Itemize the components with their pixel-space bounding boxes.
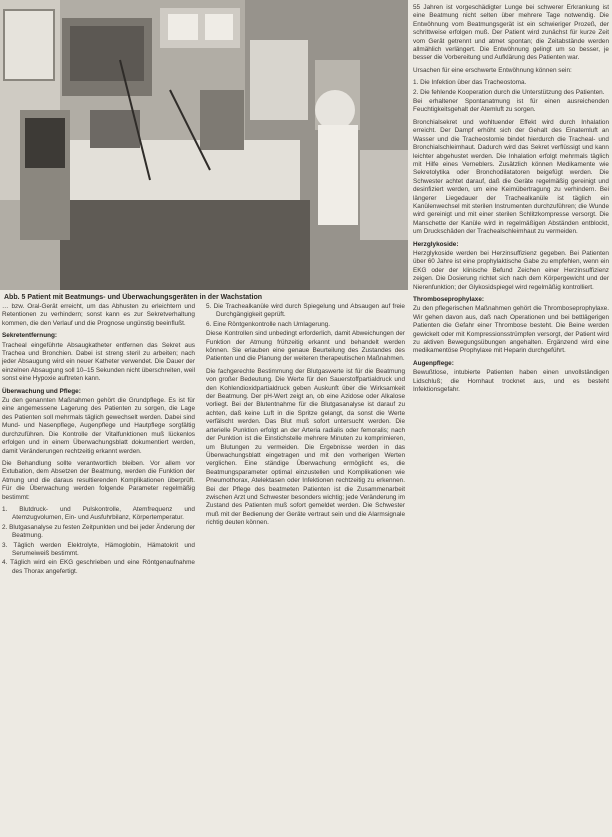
paragraph: 55 Jahren ist vorgeschädigter Lunge bei schwerer Erkrankung ist eine Beatmung nicht selten über mehrere Tage notwendig. Die Entwöhnung vom Beatmungsgerät ist ein schwieriger Prozeß, der schrittweise erfolgen muß. Der Patient wird zunächst für kurze Zeit vom Gerät getrennt und atmet spontan; die Zeitabstände werden allmählich verlängert. Die Entwöhnung gelingt um so besser, je besser die Vorbereitung und Aufklärung des Patienten war.: [413, 4, 609, 62]
numbered-list: [2, 506, 195, 576]
list-item: 6. Eine Röntgenkontrolle nach Umlagerung.: [206, 320, 330, 328]
paragraph: Die fachgerechte Bestimmung der Blutgaswerte ist für die Beatmung von großer Bedeutung. Die Werte für den Sauerstoffpartialdruck und den Kohlendioxidpartialdruck geben Auskunft über die Wirksamkeit der Beatmung. Der pH-Wert zeigt an, ob eine Azidose oder Alkalose vorliegt. Bei der Blutentnahme für die Blutgasanalyse ist darauf zu achten, daß keine Luft in die Spritze gelangt, da sonst die Werte verfälscht werden. Das Blut muß sofort untersucht werden. Die arterielle Punktion erfolgt an der Arteria radialis oder femoralis; nach der Punktion ist die Einstichstelle mehrere Minuten zu komprimieren, um Blutungen zu vermeiden. Die Ergebnisse werden in das Überwachungsblatt eingetragen und mit den vorherigen Werten verglichen. Eine ständige Überwachung ermöglicht es, die Beatmungsparameter optimal einzustellen und Komplikationen wie Pneumothorax, Atelektasen oder Infektionen rechtzeitig zu erkennen. Bei der Pflege des beatmeten Patienten ist die Zusammenarbeit zwischen Arzt und Schwester besonders wichtig; jede Veränderung im Zustand des Patienten muß sofort gemeldet werden. Die Schwester muß mit der Bedienung der Geräte vertraut sein und die Alarmsignale richtig deuten können.: [206, 367, 405, 527]
ward-photo-illustration: [0, 0, 408, 290]
paragraph: Bewußtlose, intubierte Patienten haben einen unvollständigen Lidschluß; die Hornhaut trocknet aus, und es besteht Infektionsgefahr.: [413, 369, 609, 394]
paragraph: Herzglykoside werden bei Herzinsuffizienz gegeben. Bei Patienten über 60 Jahre ist eine prophylaktische Gabe zu empfehlen, wenn ein EKG oder der klinische Befund Zeichen einer Herzinsuffizienz zeigen. Die Dosierung richtet sich nach dem Körpergewicht und der Nierenfunktion; der Glykosidspiegel wird regelmäßig kontrolliert.: [413, 249, 609, 291]
list-item: 2. Die fehlende Kooperation durch die Unterstützung des Patienten.: [413, 88, 605, 96]
paragraph: Tracheal eingeführte Absaugkatheter entfernen das Sekret aus Trachea und Bronchien. Dabei ist streng steril zu arbeiten; nach jeder Absaugung wird ein neuer Katheter verwendet. Die Dauer der einzelnen Absaugung soll 10–15 Sekunden nicht überschreiten, weil sonst eine Hypoxie auftreten kann.: [2, 341, 195, 383]
section-heading-thromboseprophylaxe: Thromboseprophylaxe:: [413, 296, 485, 303]
paragraph: Bei erhaltener Spontanatmung ist für einen ausreichenden Feuchtigkeitsgehalt der Atemluft zu sorgen.: [413, 98, 609, 114]
list-item: 3. Täglich werden Elektrolyte, Hämoglobin, Hämatokrit und Serumeiweiß bestimmt.: [2, 541, 195, 557]
text-column-1: [2, 303, 195, 835]
paragraph: Die Behandlung sollte verantwortlich bleiben. Vor allem vor Extubation, dem Absetzen der Beatmung, werden die Funktion der Atmung und die daraus resultierenden Komplikationen überprüft. Für die Überwachung werden folgende Parameter regelmäßig bestimmt:: [2, 459, 195, 501]
section-heading-augenpflege: Augenpflege:: [413, 359, 454, 367]
intro-paragraph: … bzw. Oral-Gerät erreicht, um das Abhusten zu erleichtern und Retentionen zu verhindern; sonst kann es zur Sekretverhaltung kommen, die den Verlauf und die Prognose ungünstig beeinflußt.: [2, 303, 195, 327]
text-column-3: [413, 4, 609, 835]
list-item: 5. Die Trachealkanüle wird durch Spiegelung und Absaugen auf freie Durchgängigkeit geprüft.: [206, 303, 405, 319]
paragraph: Diese Kontrollen sind unbedingt erforderlich, damit Abweichungen der Funktion der Atmung frühzeitig erkannt und behandelt werden können. Sie erlauben eine genaue Beurteilung des Zustandes des Patienten und die Planung der weiteren therapeutischen Maßnahmen.: [206, 330, 405, 363]
list-item: 4. Täglich wird ein EKG geschrieben und eine Röntgenaufnahme des Thorax angefertigt.: [2, 559, 195, 575]
ward-photo: [0, 0, 408, 290]
section-heading-sekret: Sekretentfernung:: [2, 332, 58, 340]
section-heading-ueberwachung: Überwachung und Pflege:: [2, 387, 81, 395]
numbered-list: [413, 79, 609, 97]
list-item: 2. Blutgasanalyse zu festen Zeitpunkten und bei jeder Änderung der Beatmung.: [2, 523, 195, 540]
list-item: 1. Die Infektion über das Tracheostoma.: [413, 79, 527, 87]
paragraph: Zu den pflegerischen Maßnahmen gehört die Thromboseprophylaxe. Wir gehen davon aus, daß nach Operationen und bei bettlägerigen Patienten die Gefahr einer Thrombose besteht. Die Beine werden gewickelt oder mit Kompressionsstrümpfen versorgt, der Patient wird zu aktiven Bewegungsübungen angehalten. Ergänzend wird eine medikamentöse Prophylaxe mit Heparin durchgeführt.: [413, 305, 609, 355]
list-item: 1. Blutdruck- und Pulskontrolle, Atemfrequenz und Atemzugvolumen, Ein- und Ausfuhrbilanz, Körpertemperatur.: [2, 505, 195, 522]
paragraph: Ursachen für eine erschwerte Entwöhnung können sein:: [413, 66, 572, 74]
text-column-2: [206, 303, 405, 835]
numbered-list: [206, 303, 405, 329]
paragraph: Zu den genannten Maßnahmen gehört die Grundpflege. Es ist für eine angemessene Lagerung des Patienten zu sorgen, die Lage des Patienten soll mehrmals täglich gewechselt werden. Dabei sind Mund- und Nasenpflege, Augenpflege und Hautpflege sorgfältig durchzuführen. Die Kontrolle der Vitalfunktionen muß lückenlos erfolgen und in einem Überwachungsblatt dokumentiert werden, damit Veränderungen rechtzeitig erkannt werden.: [2, 397, 195, 455]
figure-caption: Abb. 5 Patient mit Beatmungs- und Überwachungsgeräten in der Wachstation: [4, 294, 262, 301]
section-heading-herzglykoside: Herzglykoside:: [413, 240, 459, 248]
paragraph: Bronchialsekret und wohltuender Effekt wird durch Inhalation erreicht. Der Dampf erhöht sich der Gehalt des Einatemluft an Wasser und die Tracheostomie bindet hierdurch die Tracheal- und Bronchialschleimhaut. Dadurch wird das Sekret verflüssigt und kann leichter abgehustet werden. Die Inhalation erfolgt mehrmals täglich mit Hilfe eines Verneblers. Zusätzlich können Medikamente wie Sekretolytika oder Bronchodilatatoren beigefügt werden. Die Schwester achtet darauf, daß die Geräte regelmäßig gereinigt und desinfiziert werden, um eine Keimübertragung zu verhindern. Bei längerer Liegedauer der Trachealkanüle ist täglich ein Kanülenwechsel mit sterilen Instrumenten durchzuführen; die Wunde wird gereinigt und mit einer sterilen Schlitzkompresse versorgt. Die Manschette der Kanüle wird in regelmäßigen Abständen entblockt, um Druckschäden der Trachealschleimhaut zu vermeiden.: [413, 118, 609, 236]
